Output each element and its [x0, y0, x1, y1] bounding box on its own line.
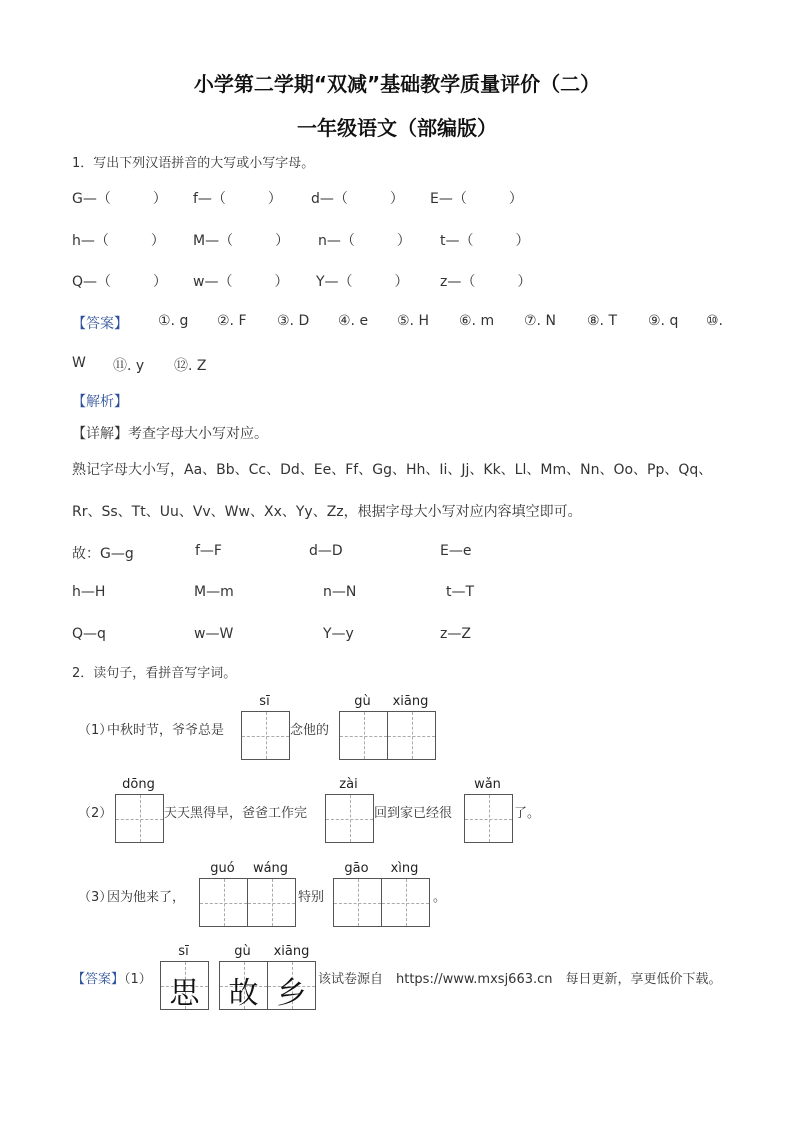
question-1-prompt: 1．写出下列汉语拼音的大写或小写字母。	[72, 156, 315, 171]
q1-item: t—（ ）	[440, 233, 530, 249]
q1-item: G—（ ）	[72, 191, 167, 207]
sentence-1-text-b: 念他的	[290, 723, 330, 738]
q1-item: d—（ ）	[311, 191, 404, 207]
pinyin-label: sī	[178, 944, 189, 959]
answer-item: ⑤. H	[397, 313, 429, 329]
analysis-paragraph-2: Rr、Ss、Tt、Uu、Vv、Ww、Xx、Yy、Zz，根据字母大小写对应内容填空即可。	[72, 504, 582, 520]
answer-item: W	[72, 355, 86, 371]
sentence-2-number: （2）	[78, 806, 113, 821]
writing-grid[interactable]	[241, 711, 290, 760]
pinyin-label: guó	[210, 861, 235, 876]
q1-item: E—（ ）	[430, 191, 523, 207]
writing-cell[interactable]	[116, 795, 163, 842]
result-item: n—N	[323, 584, 357, 600]
q1-item: h—（ ）	[72, 233, 165, 249]
result-item: E—e	[440, 543, 472, 559]
answer-item: ③. D	[277, 313, 310, 329]
writing-cell[interactable]	[247, 879, 295, 926]
answer-character: 乡	[276, 976, 307, 1011]
answer-label: 【答案】	[72, 316, 128, 332]
answer-item: ①. g	[158, 313, 189, 329]
writing-grid[interactable]	[339, 711, 436, 760]
sentence-3-number: （3）	[78, 890, 113, 905]
writing-grid[interactable]	[464, 794, 513, 843]
q1-item: n—（ ）	[318, 233, 411, 249]
answer-cell	[161, 962, 208, 1009]
answer-character: 思	[169, 976, 200, 1011]
result-item: Q—q	[72, 626, 106, 642]
pinyin-label: zài	[339, 777, 358, 792]
sentence-3-text-a: 因为他来了，	[107, 890, 186, 905]
analysis-label: 【解析】	[72, 394, 128, 410]
result-item: Y—y	[323, 626, 354, 642]
sentence-1-text-a: 中秋时节，爷爷总是	[107, 723, 225, 738]
writing-cell[interactable]	[200, 879, 247, 926]
pinyin-label: wǎn	[474, 777, 501, 792]
sentence-3-text-c: 。	[433, 890, 447, 905]
answer-item: ⑥. m	[459, 313, 495, 329]
pinyin-label: gù	[234, 944, 251, 959]
sentence-2-text-a: 天天黑得早，爸爸工作完	[164, 806, 308, 821]
answer-item: ⑪. y	[113, 358, 145, 374]
result-item: h—H	[72, 584, 106, 600]
writing-grid[interactable]	[325, 794, 374, 843]
answer-item: ⑧. T	[587, 313, 618, 329]
answer-item: ④. e	[338, 313, 369, 329]
pinyin-label: xìng	[390, 861, 419, 876]
sentence-1-number: （1）	[78, 723, 113, 738]
result-item: w—W	[194, 626, 234, 642]
writing-cell[interactable]	[465, 795, 512, 842]
writing-cell[interactable]	[326, 795, 373, 842]
pinyin-label: dōng	[122, 777, 155, 792]
answer-item: ⑦. N	[524, 313, 556, 329]
answer-item: ⑩.	[706, 313, 724, 329]
pinyin-label: gāo	[344, 861, 369, 876]
answer-number: （1）	[124, 972, 152, 987]
answer-item: ②. F	[217, 313, 247, 329]
pinyin-label: xiāng	[273, 944, 310, 959]
writing-cell[interactable]	[381, 879, 429, 926]
pinyin-label: gù	[354, 694, 371, 709]
question-2-prompt: 2．读句子，看拼音写字词。	[72, 666, 237, 681]
sentence-2-text-c: 了。	[514, 806, 541, 821]
detail-text: 考查字母大小写对应。	[128, 426, 268, 442]
writing-cell[interactable]	[387, 712, 435, 759]
analysis-paragraph-1: 熟记字母大小写，Aa、Bb、Cc、Dd、Ee、Ff、Gg、Hh、Ii、Jj、Kk、Ll、Mm、Nn、Oo、Pp、Qq、	[72, 462, 713, 478]
answer-character: 故	[228, 976, 259, 1011]
writing-grid[interactable]	[333, 878, 430, 927]
footer-source-text: 该试卷源自 https://www.mxsj663.cn 每日更新，享更低价下载。	[318, 972, 722, 987]
detail-line	[72, 423, 268, 443]
q1-item: Y—（ ）	[316, 274, 409, 290]
q1-item: f—（ ）	[193, 191, 282, 207]
page-subtitle: 一年级语文（部编版）	[297, 116, 497, 140]
answer-grid	[219, 961, 316, 1010]
result-item: d—D	[309, 543, 343, 559]
writing-cell[interactable]	[340, 712, 387, 759]
pinyin-label: wáng	[252, 861, 289, 876]
answer-label: 【答案】	[72, 972, 125, 987]
answer-item: ⑨. q	[648, 313, 679, 329]
pinyin-label: xiāng	[392, 694, 429, 709]
sentence-3-text-b: 特别	[298, 890, 325, 905]
q1-item: M—（ ）	[193, 233, 290, 249]
answer-item: ⑫. Z	[174, 358, 207, 374]
result-item: t—T	[446, 584, 475, 600]
detail-label: 【详解】	[72, 426, 128, 442]
result-item: 故：G—g	[72, 546, 134, 562]
writing-cell[interactable]	[334, 879, 381, 926]
page-title: 小学第二学期“双减”基础教学质量评价（二）	[193, 72, 601, 96]
writing-grid[interactable]	[115, 794, 164, 843]
q1-item: z—（ ）	[440, 274, 532, 290]
result-item: M—m	[194, 584, 234, 600]
result-item: z—Z	[440, 626, 471, 642]
q1-item: Q—（ ）	[72, 274, 168, 290]
writing-cell[interactable]	[242, 712, 289, 759]
pinyin-label: sī	[259, 694, 270, 709]
sentence-2-text-b: 回到家已经很	[374, 806, 453, 821]
answer-cell	[267, 962, 315, 1009]
writing-grid[interactable]	[199, 878, 296, 927]
q1-item: w—（ ）	[193, 274, 289, 290]
result-item: f—F	[195, 543, 222, 559]
q2-answer-line	[72, 968, 152, 987]
answer-grid	[160, 961, 209, 1010]
answer-cell	[220, 962, 267, 1009]
